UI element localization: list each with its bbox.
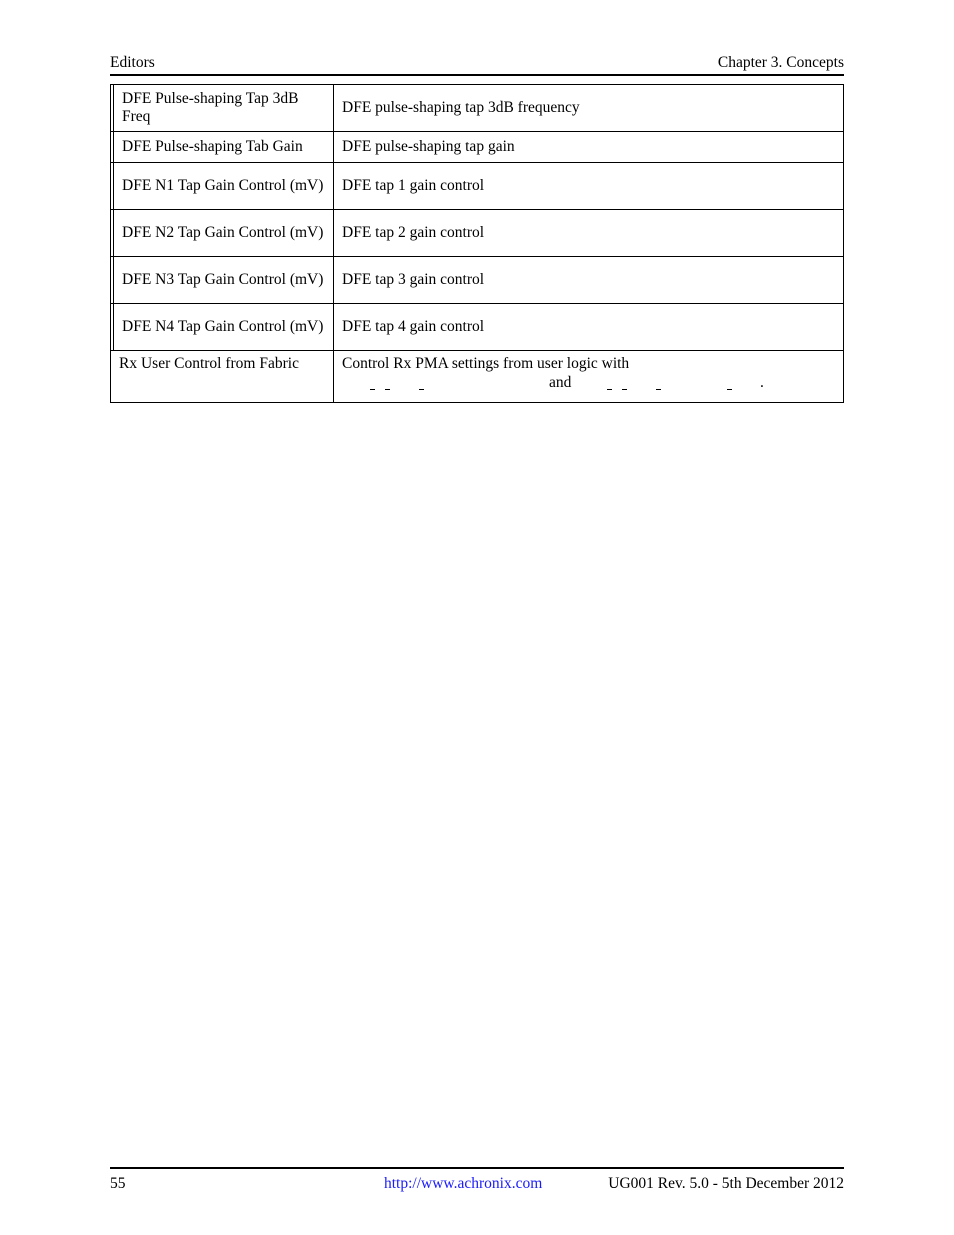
- website-link[interactable]: http://www.achronix.com: [384, 1175, 543, 1192]
- table-row: [111, 304, 844, 351]
- table-row: [111, 132, 844, 163]
- parameter-description-cell: [334, 351, 844, 403]
- table-row: [111, 163, 844, 210]
- parameter-description: DFE tap 1 gain control: [334, 163, 844, 210]
- parameter-description: DFE tap 3 gain control: [334, 257, 844, 304]
- table-row: [111, 351, 844, 403]
- parameter-description: DFE pulse-shaping tap 3dB frequency: [334, 85, 844, 132]
- parameter-name: Rx User Control from Fabric: [111, 351, 334, 403]
- table-row: [111, 210, 844, 257]
- parameter-name: DFE N2 Tap Gain Control (mV): [114, 210, 334, 257]
- document-revision: UG001 Rev. 5.0 - 5th December 2012: [608, 1175, 844, 1192]
- underscore-mark: [419, 389, 424, 390]
- signal-names-line: [342, 374, 835, 392]
- sentence-end: .: [760, 374, 764, 391]
- header-section-title: Editors: [110, 54, 155, 71]
- underscore-mark: [656, 389, 661, 390]
- running-footer: [110, 1167, 844, 1193]
- parameters-table: [110, 84, 844, 403]
- underscore-mark: [622, 389, 627, 390]
- parameter-name: DFE Pulse-shaping Tap 3dB Freq: [114, 85, 334, 132]
- conjunction-text: and: [549, 374, 572, 391]
- underscore-mark: [385, 389, 390, 390]
- header-chapter-title: Chapter 3. Concepts: [717, 54, 844, 71]
- parameter-description: DFE tap 2 gain control: [334, 210, 844, 257]
- underscore-mark: [607, 389, 612, 390]
- parameter-name: DFE N4 Tap Gain Control (mV): [114, 304, 334, 351]
- parameter-description: Control Rx PMA settings from user logic with: [342, 355, 630, 372]
- parameter-name: DFE Pulse-shaping Tab Gain: [114, 132, 334, 163]
- parameter-description: DFE pulse-shaping tap gain: [334, 132, 844, 163]
- underscore-mark: [370, 389, 375, 390]
- parameter-description: DFE tap 4 gain control: [334, 304, 844, 351]
- page-number: 55: [110, 1175, 126, 1192]
- underscore-mark: [727, 389, 732, 390]
- table-row: [111, 257, 844, 304]
- running-header: [110, 54, 844, 76]
- table-row: [111, 85, 844, 132]
- parameter-name: DFE N3 Tap Gain Control (mV): [114, 257, 334, 304]
- parameter-name: DFE N1 Tap Gain Control (mV): [114, 163, 334, 210]
